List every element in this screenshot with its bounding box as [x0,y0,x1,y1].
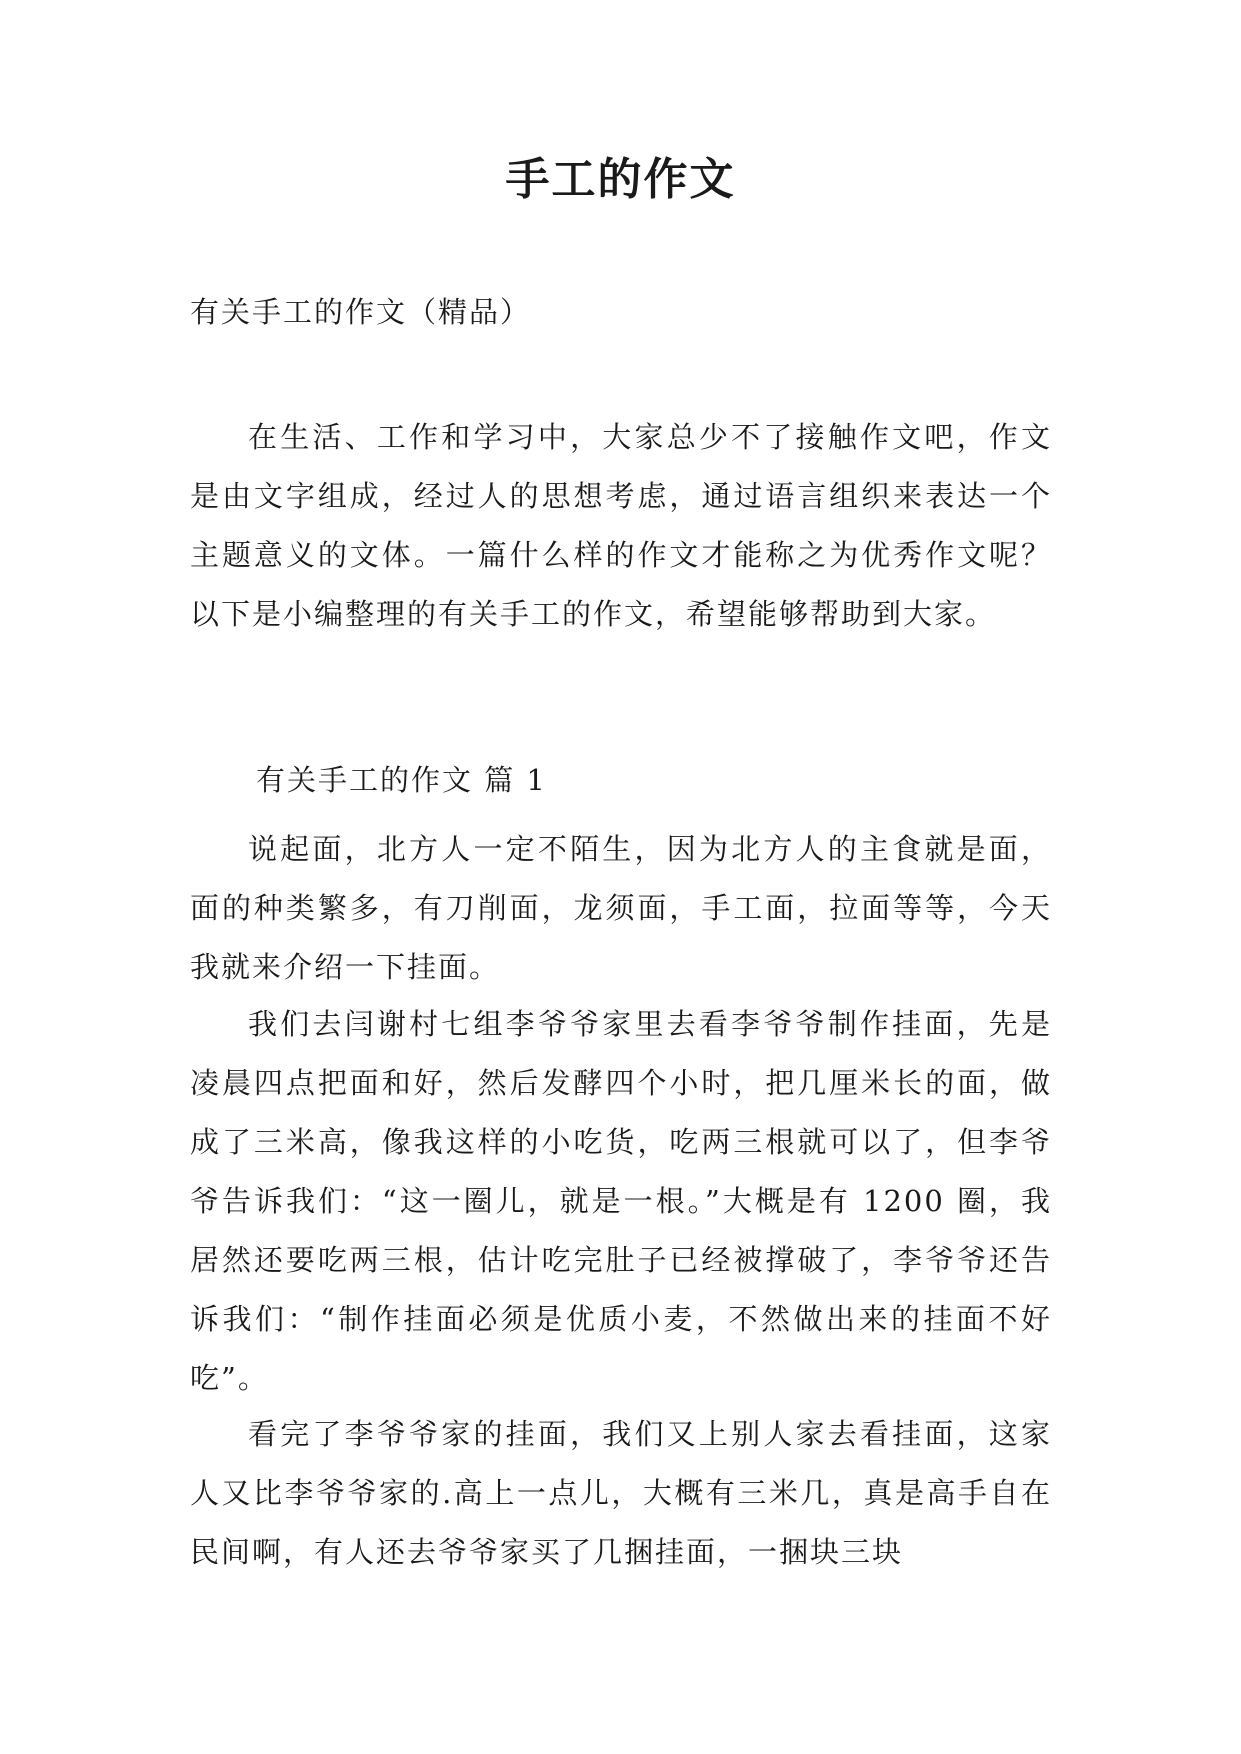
body-paragraph-1: 说起面，北方人一定不陌生，因为北方人的主食就是面，面的种类繁多，有刀削面，龙须面，手工面，拉面等等，今天我就来介绍一下挂面。 [190,832,1052,984]
document-subtitle: 有关手工的作文（精品） [190,295,532,329]
body-paragraph-3: 看完了李爷爷家的挂面，我们又上别人家去看挂面，这家人又比李爷爷家的.高上一点儿，大概有三米几，真是高手自在民间啊，有人还去爷爷家买了几捆挂面，一捆块三块 [190,1417,1052,1569]
section-heading: 有关手工的作文 篇 1 [256,763,547,797]
document-title: 手工的作文 [505,154,736,205]
body-paragraph-2: 我们去闫谢村七组李爷爷家里去看李爷爷制作挂面，先是凌晨四点把面和好，然后发酵四个小时，把几厘米长的面，做成了三米高，像我这样的小吃货，吃两三根就可以了，但李爷爷告诉我们：“这一圈儿，就是一根。”大概是有 1200 圈，我居然还要吃两三根，估计吃完肚子已经被撑破了，李爷爷还告诉我们：“制作挂面必须是优质小麦，不然做出来的挂面不好吃”。 [190,1007,1052,1395]
intro-paragraph: 在生活、工作和学习中，大家总少不了接触作文吧，作文是由文字组成，经过人的思想考虑，通过语言组织来表达一个主题意义的文体。一篇什么样的作文才能称之为优秀作文呢？以下是小编整理的有关手工的作文，希望能够帮助到大家。 [190,420,1052,631]
